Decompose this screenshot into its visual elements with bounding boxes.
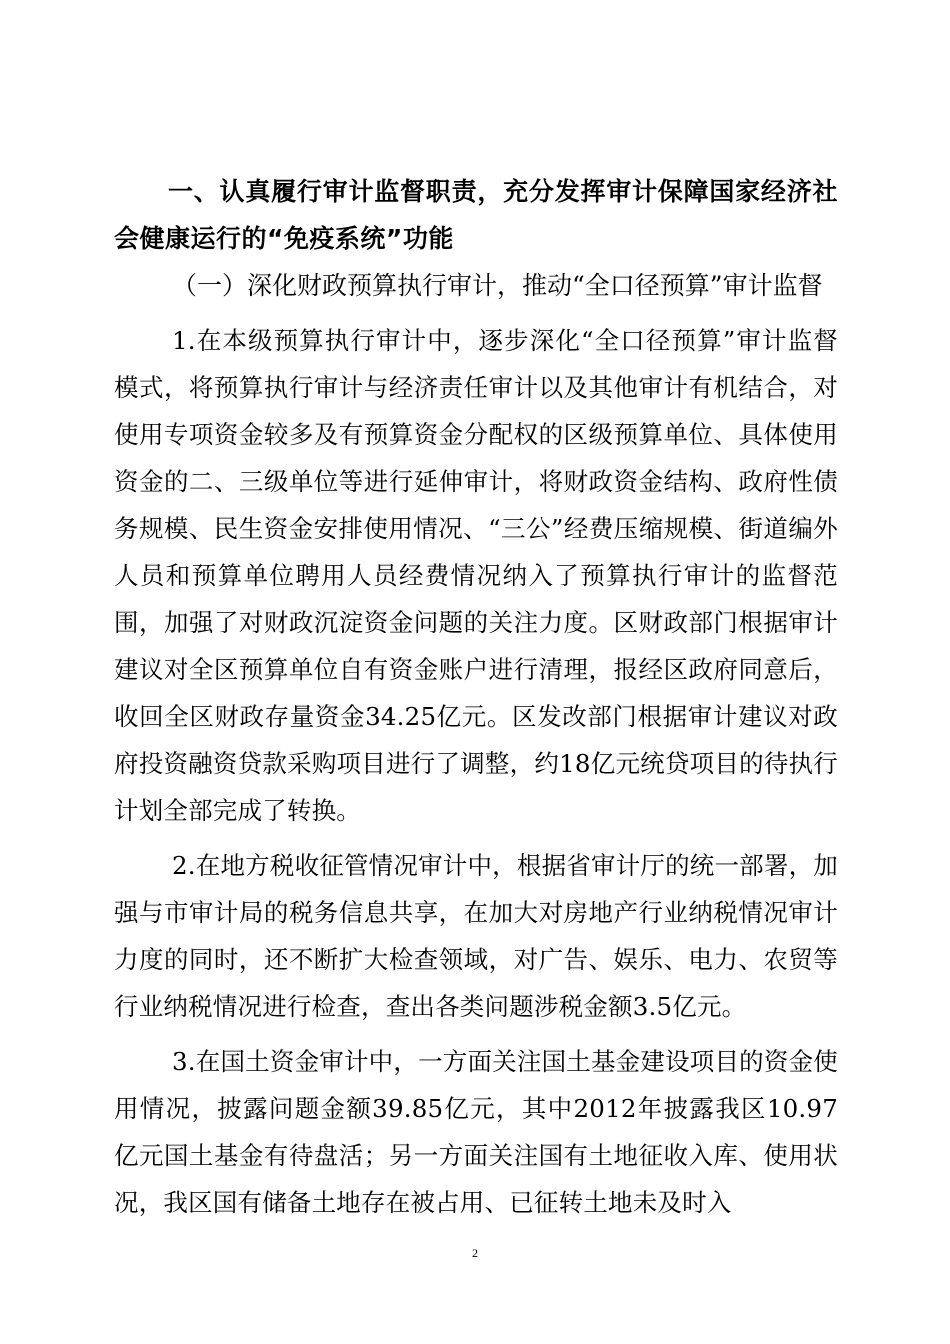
spacer [114, 309, 838, 317]
paragraph-2: 2.在地方税收征管情况审计中，根据省审计厅的统一部署，加强与市审计局的税务信息共享，在加大对房地产行业纳税情况审计力度的同时，还不断扩大检查领域，对广告、娱乐、电力、农贸等行业纳税情况进行检查，查出各类问题涉税金额3.5亿元。 [114, 851, 838, 1021]
spacer [114, 834, 838, 842]
section-heading: 一、认真履行审计监督职责，充分发挥审计保障国家经济社会健康运行的“免疫系统”功能 [114, 177, 838, 253]
paragraph-1: 1.在本级预算执行审计中，逐步深化“全口径预算”审计监督模式，将预算执行审计与经济责任审计以及其他审计有机结合，对使用专项资金较多及有预算资金分配权的区级预算单位、具体使用资金的二、三级单位等进行延伸审计，将财政资金结构、政府性债务规模、民生资金安排使用情况、“三公”经费压缩规模、街道编外人员和预算单位聘用人员经费情况纳入了预算执行审计的监督范围，加强了对财政沉淀资金问题的关注力度。区财政部门根据审计建议对全区预算单位自有资金账户进行清理，报经区政府同意后，收回全区财政存量资金34.25亿元。区发改部门根据审计建议对政府投资融资贷款采购项目进行了调整，约18亿元统贷项目的待执行计划全部完成了转换。 [114, 326, 838, 825]
subsection-heading: （一）深化财政预算执行审计，推动“全口径预算”审计监督 [172, 271, 823, 300]
spacer [114, 1030, 838, 1038]
paragraph-3: 3.在国土资金审计中，一方面关注国土基金建设项目的资金使用情况，披露问题金额39.85亿元，其中2012年披露我区10.97亿元国土基金有待盘活；另一方面关注国有土地征收入库、使用状况，我区国有储备土地存在被占用、已征转土地未及时入 [114, 1047, 838, 1217]
document-body [114, 168, 838, 1226]
page-number: 2 [472, 1246, 478, 1260]
